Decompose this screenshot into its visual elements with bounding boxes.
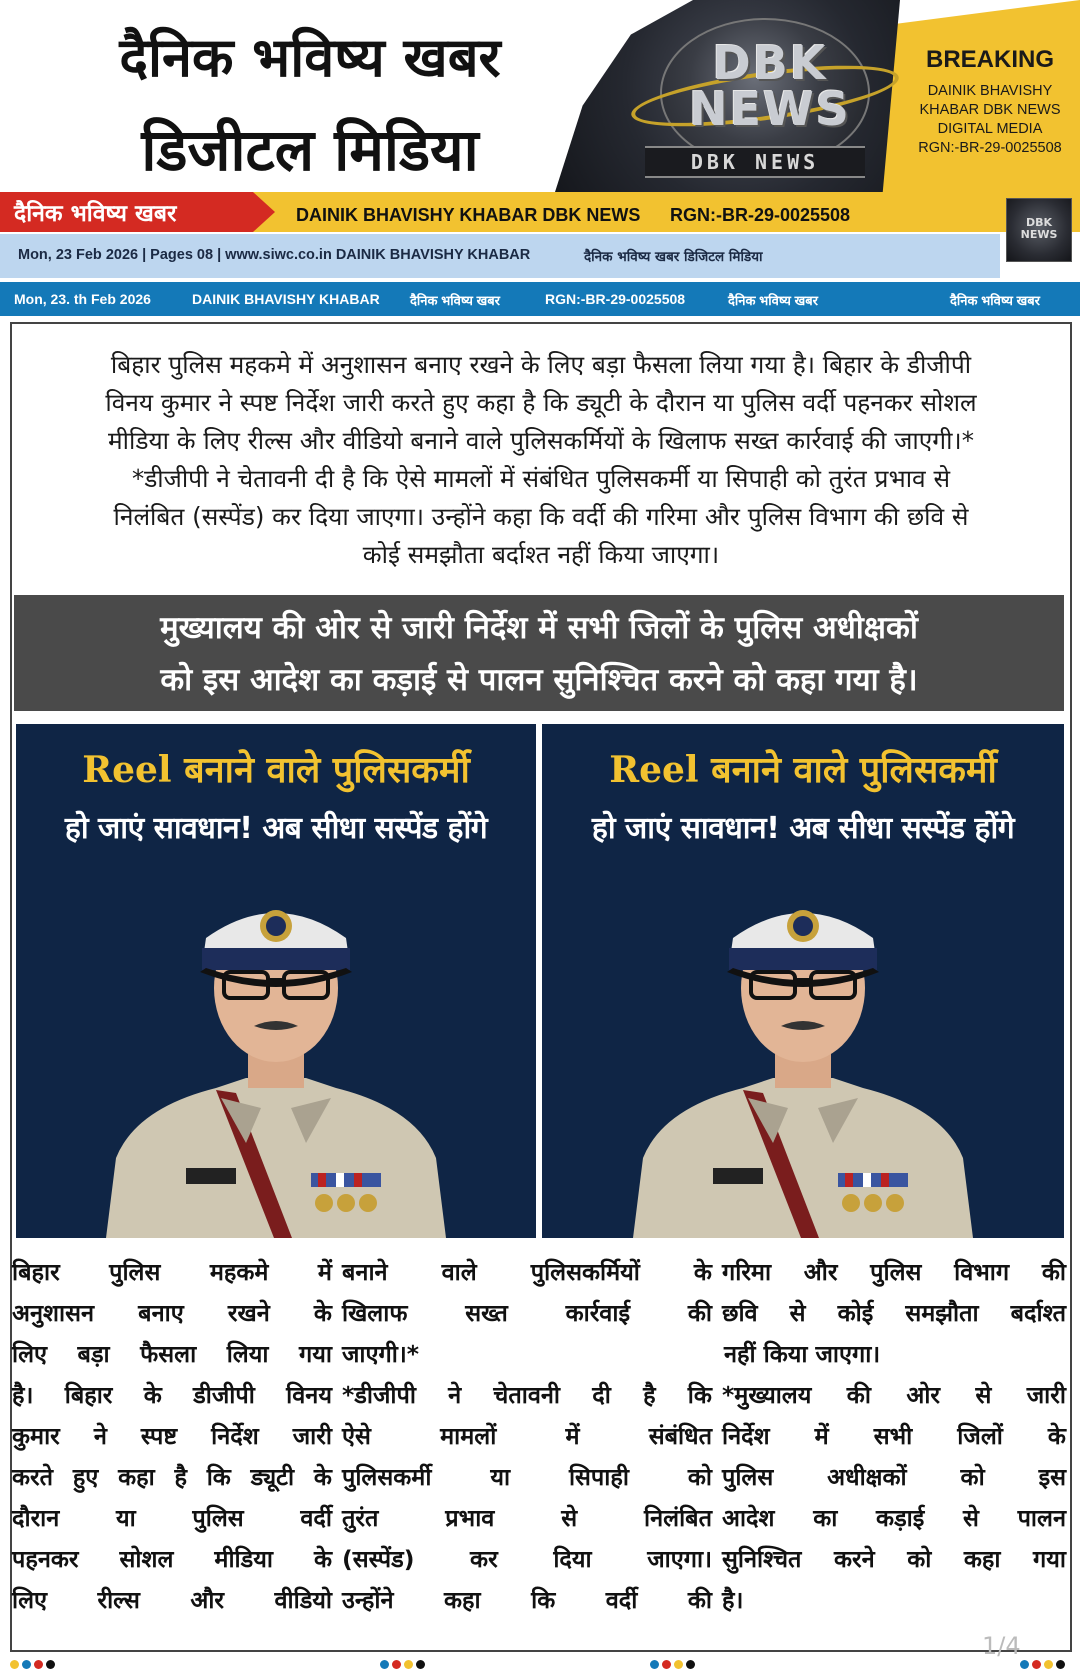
column-word: जाएगा। (815, 1340, 881, 1368)
column-word: हुए (72, 1463, 99, 1491)
column-word: कोई (837, 1299, 874, 1327)
column-word: या (116, 1504, 136, 1532)
column-word: विनय (286, 1381, 332, 1409)
intro-line: विनय कुमार ने स्पष्ट निर्देश जारी करते हुए कहा है कि ड्यूटी के दौरान या पुलिस वर्दी पहनकर सोशल (105, 388, 977, 417)
intro-line: मीडिया के लिए रील्स और वीडियो बनाने वाले पुलिसकर्मियों के खिलाफ सख्त कार्रवाई की जाएगी।* (108, 426, 974, 455)
intro-line: निलंबित (सस्पेंड) कर दिया जाएगा। उन्होंने कहा कि वर्दी की गरिमा और पुलिस विभाग की छवि से (113, 502, 969, 531)
column-word: पुलिस (192, 1504, 244, 1532)
column-line (342, 1250, 712, 1294)
column-line (722, 1496, 1066, 1540)
column-word: दी (592, 1381, 611, 1409)
column-word: कुमार (12, 1422, 60, 1450)
date-strip-hindi: दैनिक भविष्य खबर (728, 293, 818, 308)
mini-logo-text: DBK NEWS (1020, 216, 1058, 241)
column-word: अनुशासन (12, 1299, 94, 1327)
column-word: और (190, 1586, 225, 1614)
column-word: *मुख्यालय (722, 1381, 812, 1409)
column-word: उन्होंने (342, 1586, 394, 1614)
highlight-line: मुख्यालय की ओर से जारी निर्देश में सभी जिलों के पुलिस अधीक्षकों (160, 610, 918, 646)
column-word: करने (833, 1545, 875, 1573)
breaking-line: KHABAR DBK NEWS (919, 102, 1061, 118)
column-word: गया (1033, 1545, 1066, 1573)
info-bar-hindi: दैनिक भविष्य खबर डिजिटल मिडिया (584, 249, 763, 265)
column-line (342, 1373, 712, 1417)
column-word: ने (448, 1381, 462, 1409)
column-line (342, 1537, 712, 1581)
column-word: बिहार (64, 1381, 113, 1409)
masthead-subtitle: डिजीटल मिडिया (141, 116, 479, 184)
column-word: कि (531, 1586, 556, 1614)
column-word: बड़ा (77, 1340, 110, 1368)
column-word: (सस्पेंड) (342, 1545, 415, 1573)
color-dots (1020, 1654, 1068, 1666)
poster-subhead: हो जाएं सावधान! अब सीधा सस्पेंड होंगे (591, 811, 1015, 846)
police-officer-photo (623, 868, 983, 1238)
color-dots (380, 1654, 428, 1666)
column-word: कि (687, 1381, 712, 1409)
column-line (342, 1496, 712, 1540)
column-word: जारी (292, 1422, 332, 1450)
column-word: पुलिसकर्मी (342, 1463, 432, 1491)
breaking-line: RGN:-BR-29-0025508 (918, 140, 1062, 156)
column-word: से (962, 1504, 979, 1532)
column-word: में (317, 1258, 332, 1286)
column-line (12, 1496, 332, 1540)
column-word: अधीक्षकों (827, 1463, 907, 1491)
column-word: है (643, 1381, 656, 1409)
column-word: गरिमा (722, 1258, 772, 1286)
intro-line: बिहार पुलिस महकमे में अनुशासन बनाए रखने के लिए बड़ा फैसला लिया गया है। बिहार के डीजीपी (110, 350, 972, 379)
column-word: कड़ाई (876, 1504, 925, 1532)
column-line (722, 1332, 1066, 1376)
column-word: का (813, 1504, 838, 1532)
column-word: लिया (226, 1340, 269, 1368)
column-word: सभी (873, 1422, 913, 1450)
column-line (342, 1578, 712, 1622)
ribbon-text: DAINIK BHAVISHY KHABAR DBK NEWS (296, 205, 641, 225)
column-word: दिया (553, 1545, 592, 1573)
column-word: पुलिस (109, 1258, 161, 1286)
column-line (12, 1455, 332, 1499)
column-line (12, 1332, 332, 1376)
column-word: पुलिसकर्मियों (530, 1258, 640, 1286)
column-word: गया (299, 1340, 332, 1368)
logo-text-line2: NEWS (689, 82, 851, 136)
column-word: से (789, 1299, 806, 1327)
column-line (12, 1578, 332, 1622)
column-word: नहीं (724, 1340, 756, 1368)
column-line (722, 1455, 1066, 1499)
column-line (722, 1414, 1066, 1458)
column-word: को (907, 1545, 932, 1573)
column-word: को (960, 1463, 985, 1491)
column-word: *डीजीपी (342, 1381, 416, 1409)
highlight-line: को इस आदेश का कड़ाई से पालन सुनिश्चित करने को कहा गया है। (160, 662, 918, 698)
info-bar-text: Mon, 23 Feb 2026 | Pages 08 | www.siwc.co.in DAINIK BHAVISHY KHABAR (18, 247, 531, 263)
column-word: बिहार (12, 1258, 60, 1286)
column-word: के (693, 1258, 712, 1286)
column-word: सिपाही (568, 1463, 629, 1491)
date-strip-date: Mon, 23. th Feb 2026 (14, 291, 151, 307)
column-word: वर्दी (605, 1586, 638, 1614)
column-word: रील्स (97, 1586, 140, 1614)
column-word: दौरान (12, 1504, 60, 1532)
column-word: रखने (227, 1299, 270, 1327)
breaking-title: BREAKING (925, 46, 1054, 73)
column-word: सख्त (465, 1299, 508, 1327)
column-word: चेतावनी (493, 1381, 561, 1409)
column-word: निलंबित (644, 1504, 712, 1532)
column-word: लिए (12, 1586, 48, 1614)
column-word: कि (206, 1463, 231, 1491)
logo-bar: DBK NEWS (645, 146, 865, 178)
column-word: इस (1038, 1463, 1066, 1491)
column-word: लिए (12, 1340, 48, 1368)
column-word: विभाग (954, 1258, 1010, 1286)
column-word: मामलों (440, 1422, 497, 1450)
column-line (12, 1250, 332, 1294)
column-line (342, 1291, 712, 1335)
column-line (12, 1373, 332, 1417)
column-word: प्रभाव (445, 1504, 495, 1532)
breaking-line: DIGITAL MEDIA (937, 121, 1043, 137)
column-word: के (1047, 1422, 1066, 1450)
column-word: कार्रवाई (565, 1299, 630, 1327)
column-word: फैसला (140, 1340, 197, 1368)
column-word: निर्देश (211, 1422, 259, 1450)
article-intro (18, 346, 1064, 574)
poster-headline: Reel बनाने वाले पुलिसकर्मी (609, 749, 997, 791)
column-word: और (803, 1258, 838, 1286)
column-word: की (1041, 1258, 1066, 1286)
column-word: में (814, 1422, 829, 1450)
column-word: वर्दी (300, 1504, 332, 1532)
poster-headline: Reel बनाने वाले पुलिसकर्मी (82, 749, 470, 791)
column-word: संबंधित (648, 1422, 712, 1450)
column-word: बनाने (342, 1258, 388, 1286)
masthead-title: दैनिक भविष्य खबर (119, 26, 501, 89)
date-strip (0, 282, 1080, 316)
date-strip-name: DAINIK BHAVISHY KHABAR (192, 291, 380, 307)
column-word: कहा (118, 1463, 155, 1491)
column-word: कहा (963, 1545, 1001, 1573)
column-word: है। (12, 1381, 34, 1409)
poster-right (542, 724, 1064, 1238)
column-word: के (313, 1463, 332, 1491)
column-word: किया (763, 1340, 808, 1368)
column-word: से (975, 1381, 992, 1409)
column-word: महकमे (209, 1258, 269, 1286)
column-word: डीजीपी (193, 1381, 255, 1409)
color-dots (650, 1654, 698, 1666)
column-line (722, 1291, 1066, 1335)
breaking-line: DAINIK BHAVISHY (927, 83, 1053, 99)
ribbon-rgn: RGN:-BR-29-0025508 (670, 205, 851, 225)
column-word: जारी (1026, 1381, 1066, 1409)
column-line (342, 1455, 712, 1499)
column-line (722, 1373, 1066, 1417)
column-line (342, 1332, 712, 1376)
column-word: ड्यूटी (250, 1463, 295, 1491)
column-word: ओर (906, 1381, 941, 1409)
column-line (342, 1414, 712, 1458)
column-line (12, 1291, 332, 1335)
column-word: स्पष्ट (140, 1422, 178, 1450)
mini-logo-icon (1006, 198, 1072, 262)
column-word: वाले (441, 1258, 477, 1286)
column-word: सुनिश्चित (722, 1545, 802, 1573)
column-word: की (687, 1299, 712, 1327)
column-line (12, 1414, 332, 1458)
column-word: के (313, 1299, 332, 1327)
column-word: जाएगी।* (342, 1340, 420, 1368)
ribbon-red-label: दैनिक भविष्य खबर (14, 201, 177, 227)
column-word: को (687, 1463, 712, 1491)
column-word: या (490, 1463, 511, 1491)
column-word: है। (722, 1586, 744, 1614)
column-line (722, 1537, 1066, 1581)
column-word: की (846, 1381, 871, 1409)
police-officer-photo (96, 868, 456, 1238)
column-word: तुरंत (342, 1504, 379, 1532)
column-word: पुलिस (722, 1463, 774, 1491)
column-word: पुलिस (870, 1258, 922, 1286)
column-word: जाएगा। (647, 1545, 712, 1573)
intro-line: *डीजीपी ने चेतावनी दी है कि ऐसे मामलों में संबंधित पुलिसकर्मी या सिपाही को तुरंत प्रभाव से (131, 464, 951, 493)
column-word: खिलाफ (342, 1299, 408, 1327)
column-word: से (561, 1504, 578, 1532)
breaking-details (900, 82, 1080, 158)
column-word: के (313, 1545, 332, 1573)
column-word: छवि (722, 1299, 758, 1327)
date-strip-hindi: दैनिक भविष्य खबर (410, 293, 500, 308)
column-word: जिलों (957, 1422, 1003, 1450)
dbk-news-logo (655, 36, 885, 136)
column-word: पालन (1017, 1504, 1066, 1532)
column-word: आदेश (722, 1504, 775, 1532)
column-word: सोशल (119, 1545, 174, 1573)
column-word: समझौता (905, 1299, 979, 1327)
column-word: में (565, 1422, 580, 1450)
column-word: करते (12, 1463, 54, 1491)
intro-line: कोई समझौता बर्दाश्त नहीं किया जाएगा। (362, 540, 720, 569)
column-word: ने (93, 1422, 107, 1450)
column-word: के (143, 1381, 162, 1409)
column-word: है (174, 1463, 187, 1491)
highlight-text (14, 602, 1064, 706)
column-word: कर (470, 1545, 498, 1573)
column-word: वीडियो (274, 1586, 332, 1614)
column-line (12, 1537, 332, 1581)
column-line (722, 1250, 1066, 1294)
column-word: बनाए (138, 1299, 184, 1327)
poster-subhead: हो जाएं सावधान! अब सीधा सस्पेंड होंगे (64, 811, 488, 846)
column-word: पहनकर (12, 1545, 79, 1573)
column-word: कहा (444, 1586, 481, 1614)
color-dots (10, 1654, 58, 1666)
logo-text-line1: DBK (712, 36, 828, 90)
column-line (722, 1578, 1066, 1622)
poster-left (16, 724, 536, 1238)
column-word: बर्दाश्त (1010, 1299, 1066, 1327)
page-indicator: 1/4 (982, 1632, 1021, 1660)
column-word: निर्देश (722, 1422, 770, 1450)
date-strip-hindi: दैनिक भविष्य खबर (950, 293, 1040, 308)
column-word: की (687, 1586, 712, 1614)
column-word: मीडिया (214, 1545, 273, 1573)
date-strip-rgn: RGN:-BR-29-0025508 (545, 291, 686, 307)
column-word: ऐसे (342, 1422, 371, 1450)
